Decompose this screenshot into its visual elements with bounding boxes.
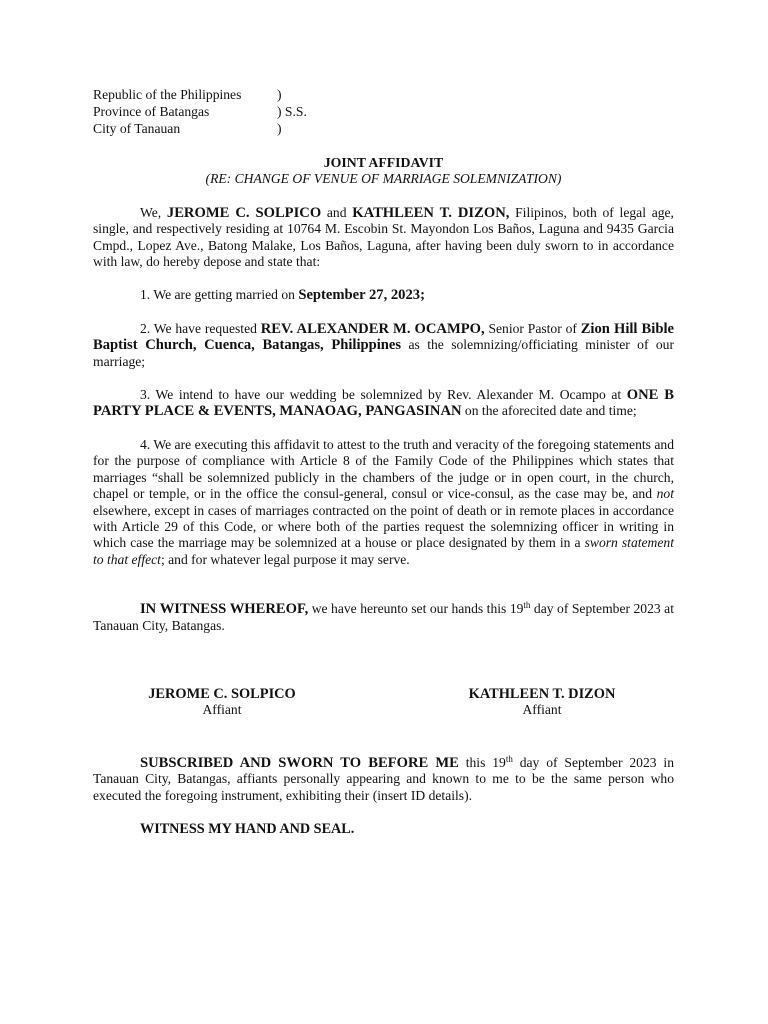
signatory-role: Affiant	[202, 702, 242, 718]
intro-paragraph: We, JEROME C. SOLPICO and KATHLEEN T. DIZON, Filipinos, both of legal age, single, and respectively residing at 10764 M. Escobin St. Mayondon Los Baños, Laguna and 9435 Garcia Cmpd., Lopez Ave., Batong Malake, Los Baños, Laguna, after having been duly sworn to in accordance with law, do hereby depose and state that:	[93, 204, 674, 270]
jurat-paragraph: SUBSCRIBED AND SWORN TO BEFORE ME this 19th day of September 2023 in Tanauan City, Batangas, affiants personally appearing and known to me to be the same person who executed the foregoing instrument, exhibiting their (insert ID details).	[93, 753, 674, 803]
document-title: JOINT AFFIDAVIT	[323, 155, 444, 170]
venue-label: City of Tanauan	[93, 121, 181, 136]
item-4-paragraph: 4. We are executing this affidavit to attest to the truth and veracity of the foregoing statements and for the purpose of compliance with Article 8 of the Family Code of the Philippines which states that marriages “shall be solemnized publicly in the chambers of the judge or in open court, in the church, chapel or temple, or in the office the consul-general, consul or vice-consul, as the case may be, and not elsewhere, except in cases of marriages contracted on the point of death or in remote places in accordance with Article 29 of this Code, or where both of the parties request the solemnizing officer in writing in which case the marriage may be solemnized at a house or place designated by them in a sworn statement to that effect; and for whatever legal purpose it may serve.	[93, 436, 674, 567]
venue-mark: )	[277, 87, 282, 102]
signatory-1	[139, 686, 305, 719]
signatory-name: KATHLEEN T. DIZON	[468, 685, 616, 702]
document-subtitle: (RE: CHANGE OF VENUE OF MARRIAGE SOLEMNIZATION)	[205, 171, 562, 187]
jurat-heading: SUBSCRIBED AND SWORN TO BEFORE ME	[140, 754, 459, 771]
signatory-2	[459, 686, 625, 719]
item-1-paragraph: 1. We are getting married on September 27, 2023;	[140, 287, 425, 304]
pastor-name: REV. ALEXANDER M. OCAMPO,	[260, 320, 485, 337]
emphasis-not: not	[656, 486, 674, 502]
wedding-venue: ONE B PARTY PLACE & EVENTS, MANAOAG, PANGASINAN	[93, 387, 674, 420]
venue-mark: ) S.S.	[277, 104, 307, 119]
item-2-paragraph: 2. We have requested REV. ALEXANDER M. OCAMPO, Senior Pastor of Zion Hill Bible Baptist Church, Cuenca, Batangas, Philippines as the solemnizing/officiating minister of our marriage;	[93, 320, 674, 369]
witness-paragraph: IN WITNESS WHEREOF, we have hereunto set our hands this 19th day of September 2023 at Tanauan City, Batangas.	[93, 600, 674, 633]
affidavit-page	[93, 87, 674, 838]
item-3-paragraph: 3. We intend to have our wedding be solemnized by Rev. Alexander M. Ocampo at ONE B PARTY PLACE & EVENTS, MANAOAG, PANGASINAN on the aforecited date and time;	[93, 387, 674, 420]
venue-label: Province of Batangas	[93, 104, 210, 119]
wedding-date: September 27, 2023;	[298, 287, 425, 304]
signatory-role: Affiant	[522, 702, 562, 718]
venue-label: Republic of the Philippines	[93, 87, 242, 102]
emphasis-sworn-statement: sworn statement to that effect	[93, 535, 674, 567]
venue-mark: )	[277, 121, 282, 136]
signature-block	[93, 686, 674, 722]
closing-line: WITNESS MY HAND AND SEAL.	[140, 821, 355, 838]
venue-block	[93, 87, 674, 137]
witness-heading: IN WITNESS WHEREOF,	[140, 601, 309, 618]
affiant-name-2: KATHLEEN T. DIZON,	[352, 204, 510, 221]
affiant-name-1: JEROME C. SOLPICO	[166, 204, 322, 221]
church-name: Zion Hill Bible Baptist Church, Cuenca, Batangas, Philippines	[93, 320, 674, 354]
title-block	[93, 155, 674, 188]
signatory-name: JEROME C. SOLPICO	[148, 685, 296, 702]
